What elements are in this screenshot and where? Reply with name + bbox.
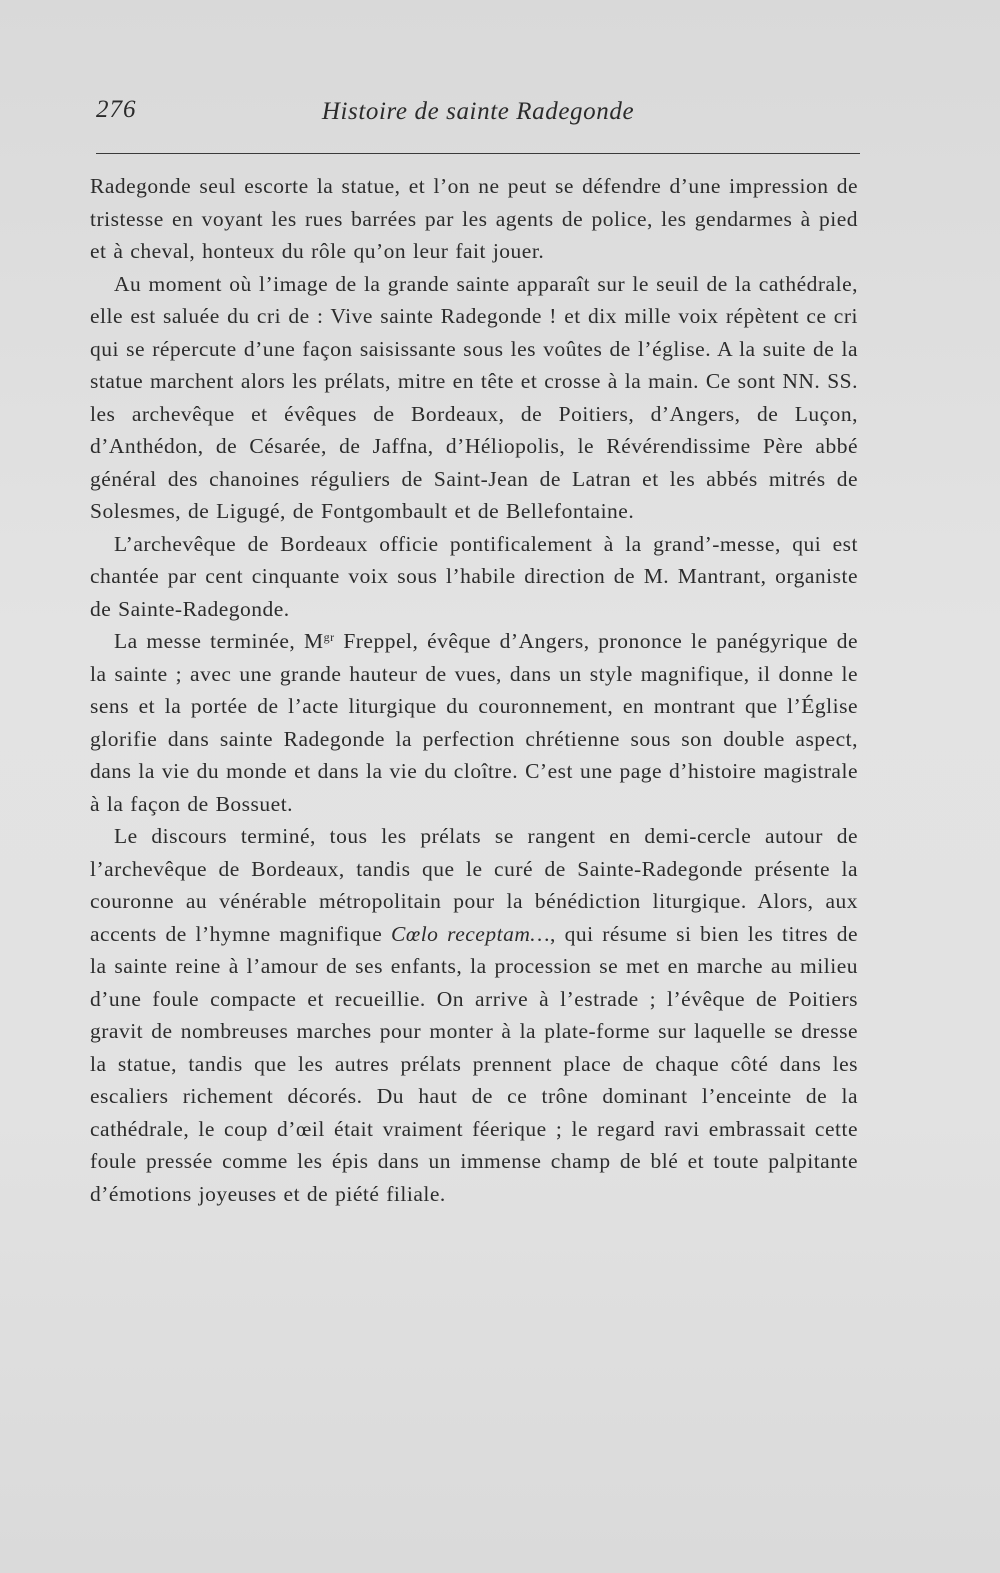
- paragraph-2-text: Au moment où l’image de la grande sainte apparaît sur le seuil de la cathédrale, elle est saluée du cri de : Vive sainte Radegonde ! et dix mille voix répètent ce cri qui se répercute d’une façon saisissante sous les voûtes de l’église. A la suite de la statue marchent alors les prélats, mitre en tête et crosse à la main. Ce sont NN. SS. les archevêque et évêques de Bordeaux, de Poitiers, d’Angers, de Luçon, d’Anthédon, de Césarée, de Jaffna, d’Héliopolis, le Révérendissime Père abbé général des chanoines réguliers de Saint-Jean de Latran et les abbés mitrés de Solesmes, de Ligugé, de Fontgombault et de Bellefontaine.: [90, 271, 858, 523]
- paragraph-1-text: Radegonde seul escorte la statue, et l’on ne peut se défendre d’une impression de tristesse en voyant les rues barrées par les agents de police, les gendarmes à pied et à cheval, honteux du rôle qu’on leur fait jouer.: [90, 174, 858, 263]
- paragraph-4-text-before: La messe terminée, M: [114, 629, 324, 653]
- paragraph-3: [90, 528, 858, 626]
- paragraph-5-italic-title: Cœlo receptam…: [391, 921, 550, 946]
- running-title: Histoire de sainte Radegonde: [321, 98, 635, 125]
- paragraph-2: [90, 268, 858, 528]
- paragraph-4: [90, 625, 858, 820]
- paragraph-5: [90, 820, 858, 1210]
- paragraph-3-text: L’archevêque de Bordeaux officie pontificalement à la grand’-messe, qui est chantée par cent cinquante voix sous l’habile direction de M. Mantrant, organiste de Sainte-Radegonde.: [90, 531, 858, 621]
- paragraph-5-text-before: Le discours terminé, tous les prélats se rangent en demi-cercle autour de l’archevêque de Bordeaux, tandis que le curé de Sainte-Radegonde présente la couronne au vénérable métropolitain pour la bénédiction liturgique. Alors, aux accents de l’hymne magnifique: [90, 824, 858, 946]
- body-text: [90, 170, 858, 1210]
- paragraph-4-superscript: gr: [323, 630, 335, 644]
- paragraph-5-text-after: , qui résume si bien les titres de la sainte reine à l’amour de ses enfants, la procession se met en marche au milieu d’une foule compacte et recueillie. On arrive à l’estrade ; l’évêque de Poitiers gravit de nombreuses marches pour monter à la plate-forme sur laquelle se dresse la statue, tandis que les autres prélats prennent place de chaque côté dans les escaliers richement décorés. Du haut de ce trône dominant l’enceinte de la cathédrale, le coup d’œil était vraiment féerique ; le regard ravi embrassait cette foule pressée comme les épis dans un immense champ de blé et toute palpitante d’émotions joyeuses et de piété filiale.: [90, 921, 858, 1206]
- paragraph-1: [90, 170, 858, 268]
- paragraph-4-text-after: Freppel, évêque d’Angers, prononce le panégyrique de la sainte ; avec une grande hauteur de vues, dans un style magnifique, il donne le sens et la portée de l’acte liturgique du couronnement, en montrant que l’Église glorifie dans sainte Radegonde la perfection chrétienne sous son double aspect, dans la vie du monde et dans la vie du cloître. C’est une page d’histoire magistrale à la façon de Bossuet.: [90, 629, 859, 816]
- header-rule: [96, 153, 860, 154]
- page-number: 276: [96, 96, 137, 123]
- page-header: [96, 96, 860, 152]
